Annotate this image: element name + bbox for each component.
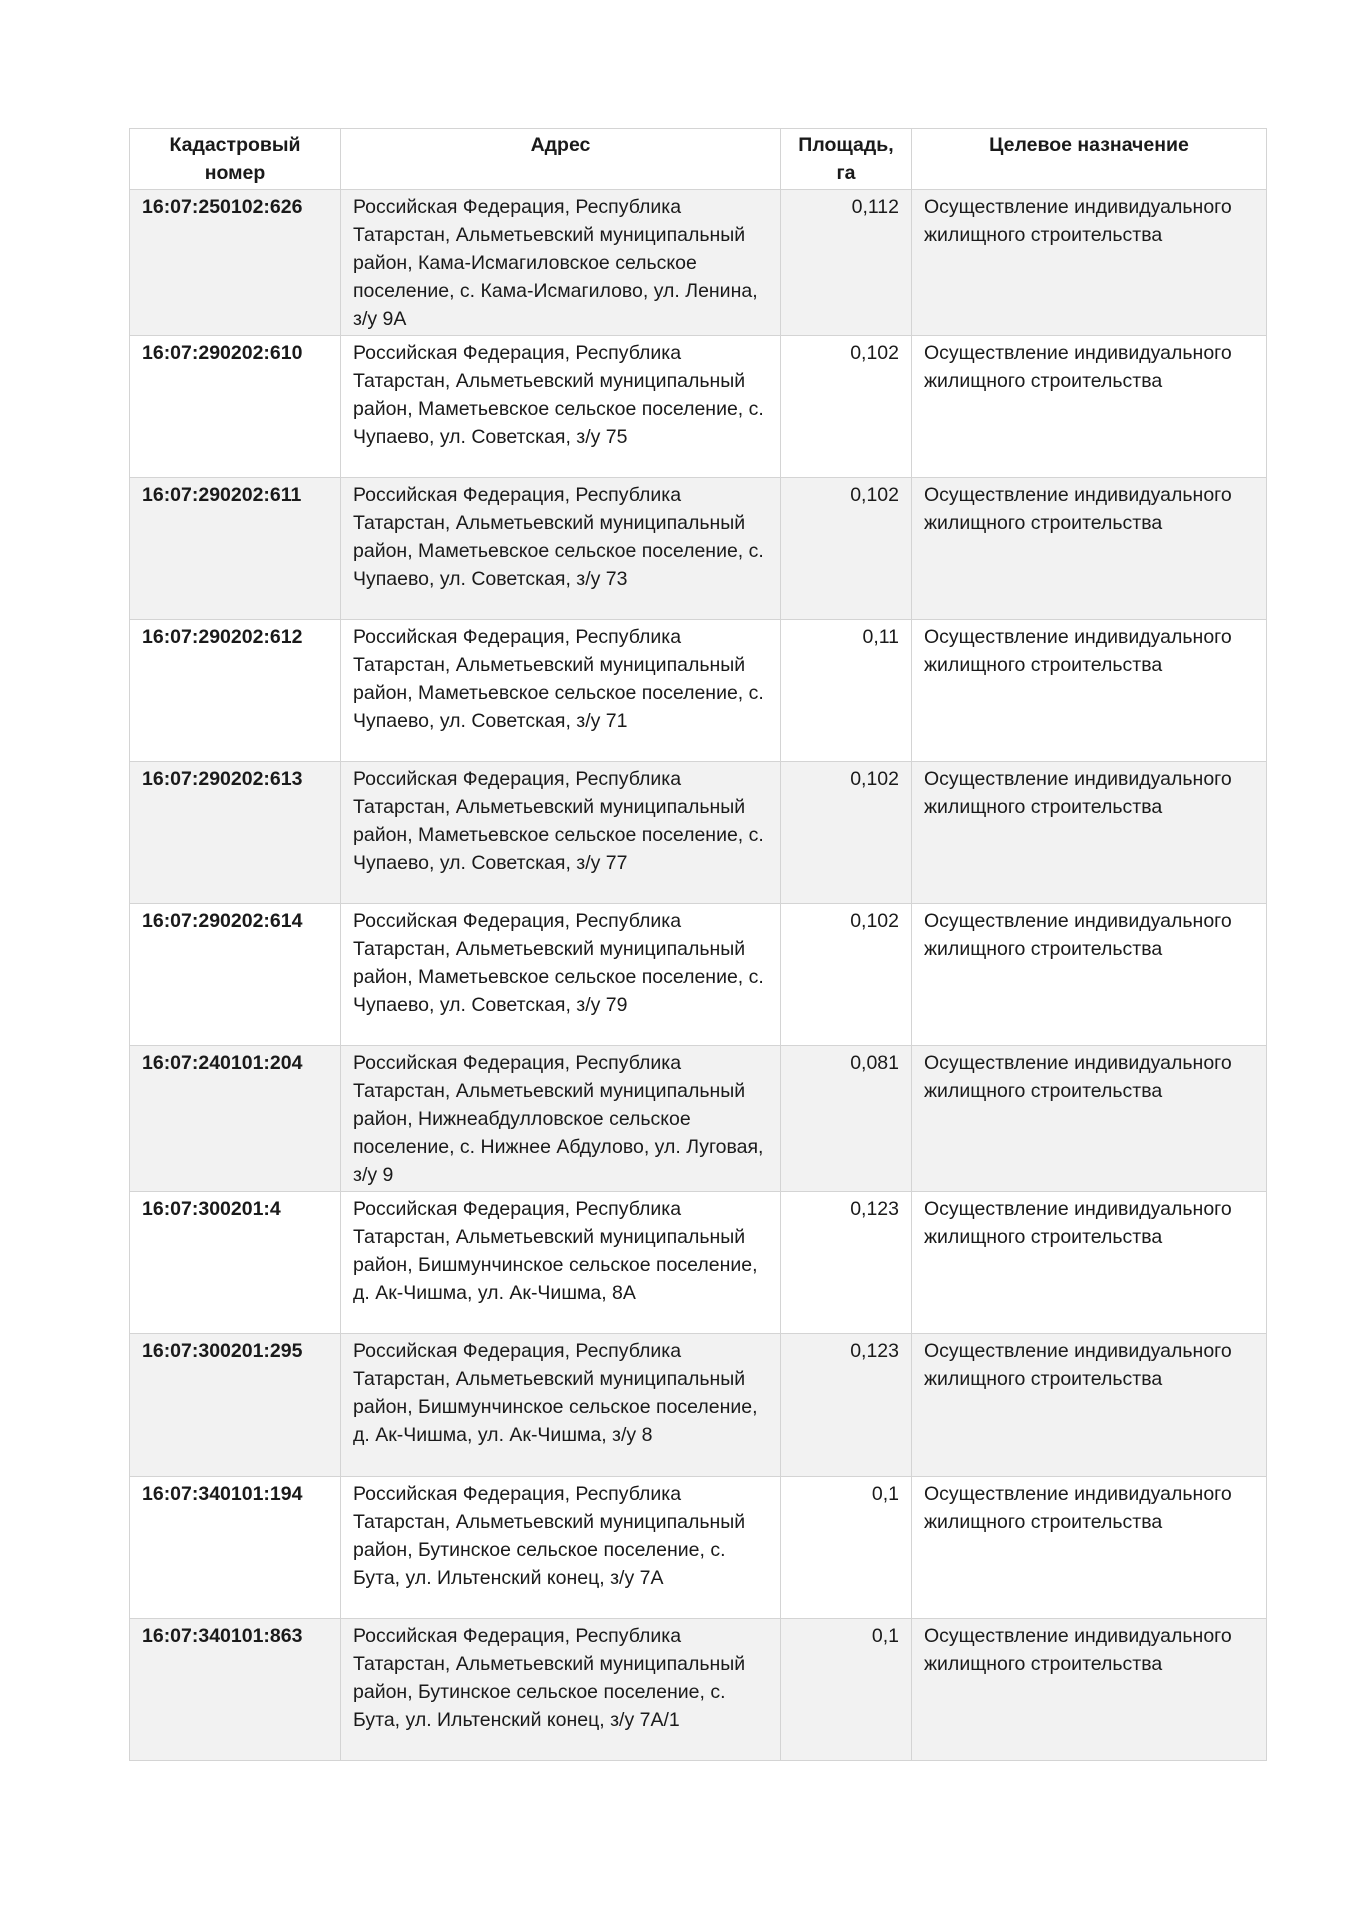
purpose: Осуществление индивидуального жилищного строительства — [912, 904, 1267, 1046]
area: 0,11 — [781, 620, 912, 762]
address: Российская Федерация, Республика Татарстан, Альметьевский муниципальный район, Маметьевское сельское поселение, с. Чупаево, ул. Советская, з/у 71 — [341, 620, 781, 762]
land-plots-table — [129, 128, 1267, 1761]
address: Российская Федерация, Республика Татарстан, Альметьевский муниципальный район, Нижнеабдулловское сельское поселение, с. Нижнее Абдулово, ул. Луговая, з/у 9 — [341, 1046, 781, 1192]
table-row — [130, 190, 1267, 336]
table-row — [130, 1477, 1267, 1619]
purpose: Осуществление индивидуального жилищного строительства — [912, 1619, 1267, 1761]
address: Российская Федерация, Республика Татарстан, Альметьевский муниципальный район, Бутинское сельское поселение, с. Бута, ул. Ильтенский конец, з/у 7А — [341, 1477, 781, 1619]
purpose: Осуществление индивидуального жилищного строительства — [912, 620, 1267, 762]
header-area: Площадь, га — [781, 129, 912, 190]
area: 0,102 — [781, 762, 912, 904]
address: Российская Федерация, Республика Татарстан, Альметьевский муниципальный район, Кама-Исмагиловское сельское поселение, с. Кама-Исмагилово, ул. Ленина, з/у 9А — [341, 190, 781, 336]
purpose: Осуществление индивидуального жилищного строительства — [912, 762, 1267, 904]
purpose: Осуществление индивидуального жилищного строительства — [912, 190, 1267, 336]
table-row — [130, 1619, 1267, 1761]
table-row — [130, 1046, 1267, 1192]
area: 0,081 — [781, 1046, 912, 1192]
cadastral-number: 16:07:250102:626 — [130, 190, 341, 336]
area: 0,1 — [781, 1477, 912, 1619]
header-purpose: Целевое назначение — [912, 129, 1267, 190]
table-row — [130, 336, 1267, 478]
area: 0,102 — [781, 478, 912, 620]
table-row — [130, 478, 1267, 620]
address: Российская Федерация, Республика Татарстан, Альметьевский муниципальный район, Бутинское сельское поселение, с. Бута, ул. Ильтенский конец, з/у 7А/1 — [341, 1619, 781, 1761]
purpose: Осуществление индивидуального жилищного строительства — [912, 478, 1267, 620]
cadastral-number: 16:07:300201:4 — [130, 1192, 341, 1334]
address: Российская Федерация, Республика Татарстан, Альметьевский муниципальный район, Маметьевское сельское поселение, с. Чупаево, ул. Советская, з/у 75 — [341, 336, 781, 478]
cadastral-number: 16:07:290202:612 — [130, 620, 341, 762]
area: 0,102 — [781, 336, 912, 478]
purpose: Осуществление индивидуального жилищного строительства — [912, 1046, 1267, 1192]
table-row — [130, 904, 1267, 1046]
purpose: Осуществление индивидуального жилищного строительства — [912, 1334, 1267, 1477]
cadastral-number: 16:07:290202:613 — [130, 762, 341, 904]
purpose: Осуществление индивидуального жилищного строительства — [912, 336, 1267, 478]
header-address: Адрес — [341, 129, 781, 190]
area: 0,123 — [781, 1334, 912, 1477]
address: Российская Федерация, Республика Татарстан, Альметьевский муниципальный район, Маметьевское сельское поселение, с. Чупаево, ул. Советская, з/у 77 — [341, 762, 781, 904]
table-row — [130, 762, 1267, 904]
address: Российская Федерация, Республика Татарстан, Альметьевский муниципальный район, Маметьевское сельское поселение, с. Чупаево, ул. Советская, з/у 73 — [341, 478, 781, 620]
cadastral-number: 16:07:340101:194 — [130, 1477, 341, 1619]
address: Российская Федерация, Республика Татарстан, Альметьевский муниципальный район, Маметьевское сельское поселение, с. Чупаево, ул. Советская, з/у 79 — [341, 904, 781, 1046]
table-row — [130, 1192, 1267, 1334]
area: 0,102 — [781, 904, 912, 1046]
cadastral-number: 16:07:340101:863 — [130, 1619, 341, 1761]
cadastral-number: 16:07:300201:295 — [130, 1334, 341, 1477]
purpose: Осуществление индивидуального жилищного строительства — [912, 1192, 1267, 1334]
address: Российская Федерация, Республика Татарстан, Альметьевский муниципальный район, Бишмунчинское сельское поселение, д. Ак-Чишма, ул. Ак-Чишма, 8А — [341, 1192, 781, 1334]
area: 0,123 — [781, 1192, 912, 1334]
table-header-row — [130, 129, 1267, 190]
area: 0,112 — [781, 190, 912, 336]
cadastral-number: 16:07:290202:611 — [130, 478, 341, 620]
area: 0,1 — [781, 1619, 912, 1761]
header-cadastral-number: Кадастровый номер — [130, 129, 341, 190]
table-row — [130, 620, 1267, 762]
cadastral-number: 16:07:290202:614 — [130, 904, 341, 1046]
cadastral-number: 16:07:290202:610 — [130, 336, 341, 478]
purpose: Осуществление индивидуального жилищного строительства — [912, 1477, 1267, 1619]
cadastral-number: 16:07:240101:204 — [130, 1046, 341, 1192]
table-row — [130, 1334, 1267, 1477]
address: Российская Федерация, Республика Татарстан, Альметьевский муниципальный район, Бишмунчинское сельское поселение, д. Ак-Чишма, ул. Ак-Чишма, з/у 8 — [341, 1334, 781, 1477]
